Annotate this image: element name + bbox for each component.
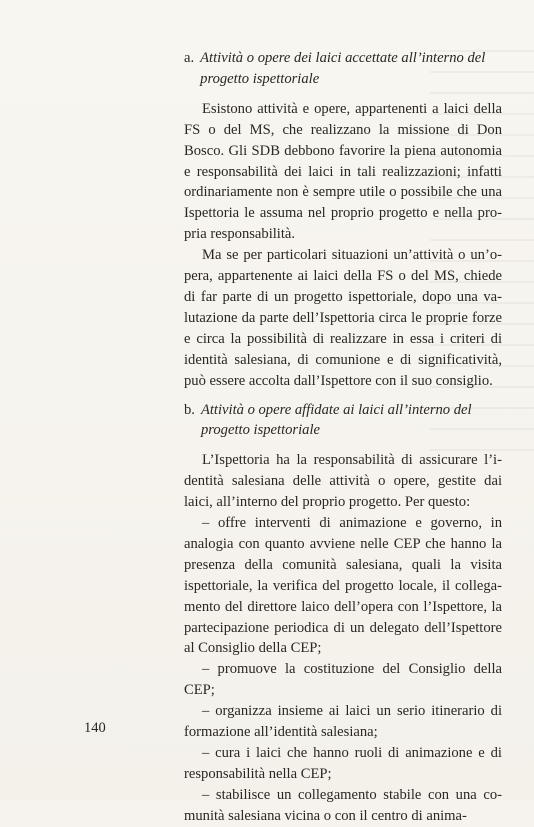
section-a-letter: a. bbox=[184, 50, 195, 66]
paragraph: L’Ispettoria ha la responsabilità di assicurare l’identità salesiana delle attività o opere, gestite dai laici, all’interno del proprio progetto. Per questo: bbox=[184, 452, 502, 511]
list-item: – cura i laici che hanno ruoli di animazione e di responsabilità nella CEP; bbox=[184, 745, 502, 782]
section-b-title: Attività o opere affidate ai laici all’interno del progetto ispettoriale bbox=[200, 401, 472, 439]
list-item: – organizza insieme ai laici un serio itinerario di formazione all’identità salesiana; bbox=[184, 703, 502, 741]
paragraph: Esistono attività e opere, appartenenti a laici della FS o del MS, che realizzano la missione di Don Bosco. Gli SDB debbono favorire la piena autonomia e responsabilità dei laici in tali realizzazioni; infatti ordinariamente non è sempre utile o possibile che una Ispettoria le assuma nel proprio progetto e nella propria responsabilità. bbox=[184, 100, 502, 243]
main-text bbox=[184, 48, 502, 827]
section-a-heading bbox=[184, 48, 502, 90]
section-b-heading bbox=[184, 400, 502, 442]
page-number: 140 bbox=[84, 720, 106, 736]
list-item: – stabilisce un collegamento stabile con una comunità salesiana vicina o con il centro di anima- bbox=[184, 786, 502, 824]
paragraph: Ma se per particolari situazioni un’attività o un’opera, appartenente ai laici della FS o del MS, chiede di far parte di un progetto ispettoriale, dopo una valutazione da parte dell’Ispettoria circa le proprie forze e circa la possibilità di realizzare in essa i criteri di identità salesiana, di comunione e di significatività, può essere accolta dall’Ispettore con il suo consiglio. bbox=[184, 247, 502, 389]
list-item: – promuove la costituzione del Consiglio della CEP; bbox=[184, 661, 502, 699]
section-a-title: Attività o opere dei laici accettate all’interno del progetto ispettoriale bbox=[200, 50, 486, 87]
section-b-letter: b. bbox=[184, 401, 195, 418]
list-item: – offre interventi di animazione e governo, in analogia con quanto avviene nelle CEP che hanno la presenza della comunità salesiana, quali la visita ispettoriale, la verifica del progetto locale, il collegamento del direttore laico dell’opera con l’Ispettore, la partecipazione periodica di un delegato dell’Ispettore al Consiglio della CEP; bbox=[184, 515, 502, 657]
